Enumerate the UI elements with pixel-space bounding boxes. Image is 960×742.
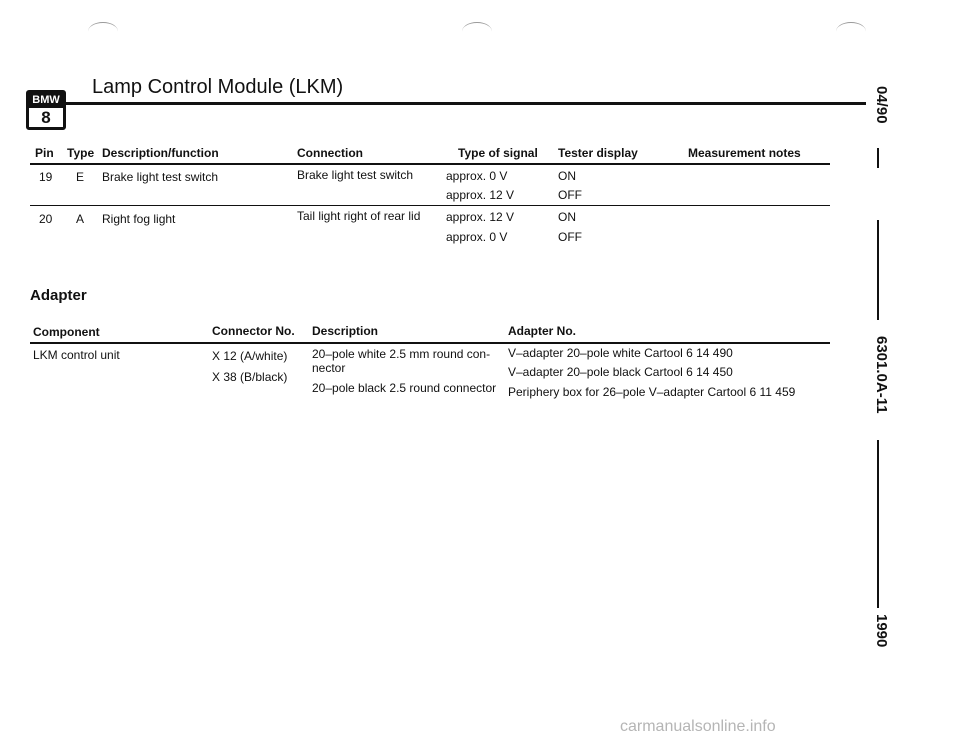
adapter-number: V–adapter 20–pole black Cartool 6 14 450: [508, 365, 733, 379]
row-type: A: [76, 212, 85, 226]
side-rule-1: [877, 148, 879, 168]
header-type: Type: [67, 146, 95, 160]
row-type: E: [76, 170, 85, 184]
row-signal: approx. 0 V: [446, 169, 508, 183]
side-rule-2: [877, 220, 879, 320]
row-tester: OFF: [558, 188, 582, 202]
header-tester: Tester display: [558, 146, 638, 160]
header-notes: Measurement notes: [688, 146, 801, 160]
row-signal: approx. 12 V: [446, 210, 515, 224]
row-connection: Brake light test switch: [297, 168, 414, 182]
row-divider: [30, 205, 830, 206]
scan-mark-left: [88, 22, 118, 41]
row-description: Brake light test switch: [102, 170, 219, 184]
adapter-connector: X 38 (B/black): [212, 370, 288, 384]
row-signal: approx. 12 V: [446, 188, 515, 202]
adapter-section-title: Adapter: [30, 287, 87, 304]
bmw-logo: [26, 90, 66, 130]
side-rule-3: [877, 440, 879, 608]
header-adapter-description: Description: [312, 324, 379, 338]
row-pin: 20: [39, 212, 53, 226]
header-adapter-no: Adapter No.: [508, 324, 577, 338]
pin-header-rule: [30, 163, 830, 165]
adapter-description-line: nector: [312, 361, 346, 375]
row-description: Right fog light: [102, 212, 176, 226]
adapter-number: V–adapter 20–pole white Cartool 6 14 490: [508, 346, 733, 360]
row-signal: approx. 0 V: [446, 230, 508, 244]
page-title: Lamp Control Module (LKM): [92, 76, 344, 98]
adapter-connector: X 12 (A/white): [212, 349, 288, 363]
scan-mark-center: [462, 22, 492, 41]
row-tester: ON: [558, 169, 576, 183]
header-signal: Type of signal: [458, 146, 538, 160]
row-tester: ON: [558, 210, 576, 224]
adapter-number: Periphery box for 26–pole V–adapter Cartool 6 11 459: [508, 385, 796, 399]
header-description: Description/function: [102, 146, 219, 160]
adapter-header-rule: [30, 342, 830, 344]
header-component: Component: [33, 325, 100, 339]
row-tester: OFF: [558, 230, 582, 244]
adapter-component: LKM control unit: [33, 348, 120, 362]
adapter-description-line: 20–pole black 2.5 round connector: [312, 381, 497, 395]
watermark: carmanualsonline.info: [620, 718, 776, 735]
row-pin: 19: [39, 170, 53, 184]
header-connection: Connection: [297, 146, 363, 160]
logo-brand: BMW: [29, 93, 63, 108]
adapter-description-line: 20–pole white 2.5 mm round con-: [312, 347, 491, 361]
logo-series: 8: [41, 108, 51, 127]
side-year: 1990: [873, 614, 890, 648]
side-page-ref: 6301.0A-11: [873, 336, 890, 414]
header-rule: [66, 102, 866, 105]
side-date: 04/90: [873, 86, 890, 124]
row-connection: Tail light right of rear lid: [297, 209, 421, 223]
scan-mark-right: [836, 22, 866, 41]
header-pin: Pin: [35, 146, 54, 160]
header-connector: Connector No.: [212, 324, 295, 338]
